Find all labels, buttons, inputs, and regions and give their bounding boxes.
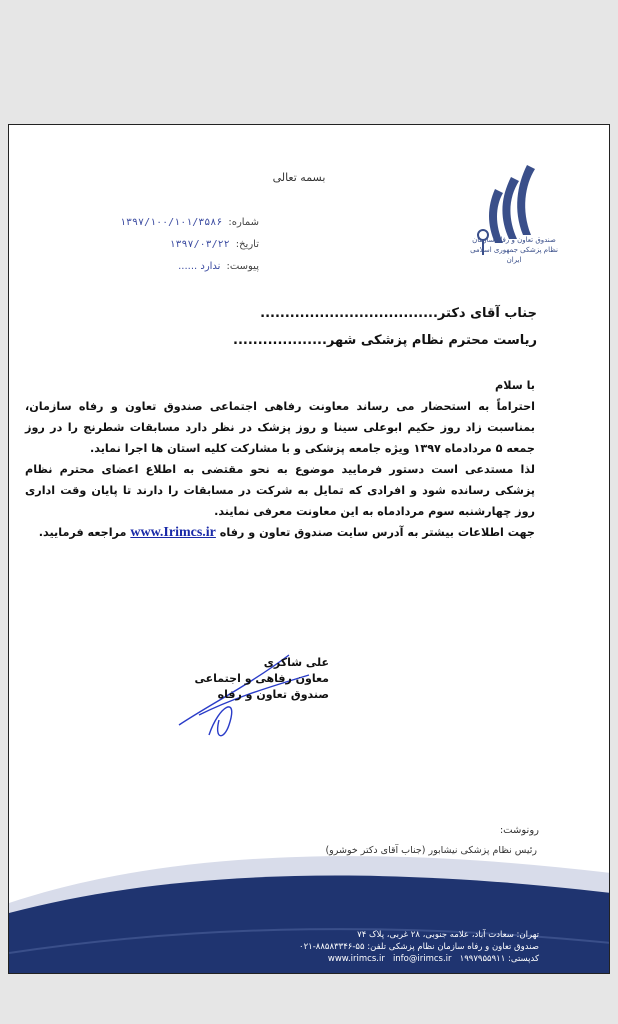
paragraph-2: لذا مستدعی است دستور فرمایید موضوع به نحو مقتضی به اطلاع اعضای محترم نظام پزشکی رسانده شود و افرادی که تمایل به شرکت در مسابقات را دارند تا پایان وقت اداری روز چهارشنبه سوم مردادماه به این معاونت معرفی نمایند. (25, 463, 535, 518)
paragraph-3-after: مراجعه فرمایید. (38, 526, 127, 539)
recipient-line-2: ریاست محترم نظام پزشکی شهر................... (233, 333, 537, 348)
signer-title-2: صندوق تعاون و رفاه (217, 688, 329, 701)
recipient-line-1: جناب آقای دکتر.................................... (260, 306, 537, 321)
website-link[interactable]: www.Irimcs.ir (130, 525, 216, 540)
paragraph-3 (25, 522, 535, 543)
logo-caption: صندوق تعاون و رفاه سازمان نظام پزشکی جمهوری اسلامی ایران (470, 236, 558, 264)
cc-title: رونوشت: (499, 825, 539, 836)
meta-number-row (29, 211, 259, 233)
meta-number-value: ۱۳۹۷/۱۰۰/۱۰۱/۳۵۸۶ (119, 216, 223, 228)
footer-email[interactable]: info@irimcs.ir (392, 954, 452, 964)
meta-number-label: شماره: (228, 216, 259, 228)
signature-block (189, 655, 329, 703)
footer-phone: صندوق تعاون و رفاه سازمان نظام پزشکی تلفن: ۵۵-۸۸۵۸۳۳۴۶-۰۲۱ (299, 942, 539, 952)
signer-title-1: معاون رفاهی و اجتماعی (194, 672, 329, 685)
meta-date-row (29, 233, 259, 255)
paragraph-1: احتراماً به استحضار می رساند معاونت رفاهی اجتماعی صندوق تعاون و رفاه سازمان، بمناسبت زاد روز حکیم ابوعلی سینا و روز پزشک در نظر دارد مسابقات شطرنج را در روز جمعه ۵ مردادماه ۱۳۹۷ ویژه جامعه پزشکی و با مشارکت کلیه استان ها اجرا نماید. (25, 400, 535, 455)
paragraph-3-before: جهت اطلاعات بیشتر به آدرس سایت صندوق تعاون و رفاه (219, 526, 535, 539)
meta-attachment-row (29, 255, 259, 277)
footer-website[interactable]: www.irimcs.ir (327, 954, 385, 964)
meta-date-label: تاریخ: (235, 238, 259, 250)
meta-attachment-label: پیوست: (226, 260, 259, 272)
letter-meta (29, 211, 259, 277)
meta-date-value: ۱۳۹۷/۰۳/۲۲ (169, 238, 230, 250)
letter-body (25, 375, 535, 543)
footer-contact (279, 929, 539, 965)
footer-postal: کدپستی: ۱۹۹۷۹۵۵۹۱۱ (459, 954, 539, 964)
basmala-heading: بسمه تعالی (272, 171, 326, 184)
signer-name: علی شاکری (263, 656, 329, 669)
footer-postal-row (279, 953, 539, 965)
meta-attachment-value: ندارد ...... (178, 260, 221, 272)
fund-logo-icon (465, 155, 565, 285)
cc-recipient: رئیس نظام پزشکی نیشابور (جناب آقای دکتر خوشرو) (325, 845, 537, 856)
letter-page (8, 124, 610, 974)
footer-address: تهران: سعادت آباد، علامه جنوبی، ۲۸ غربی، پلاک ۷۴ (357, 930, 539, 940)
greeting: با سلام (495, 379, 535, 392)
